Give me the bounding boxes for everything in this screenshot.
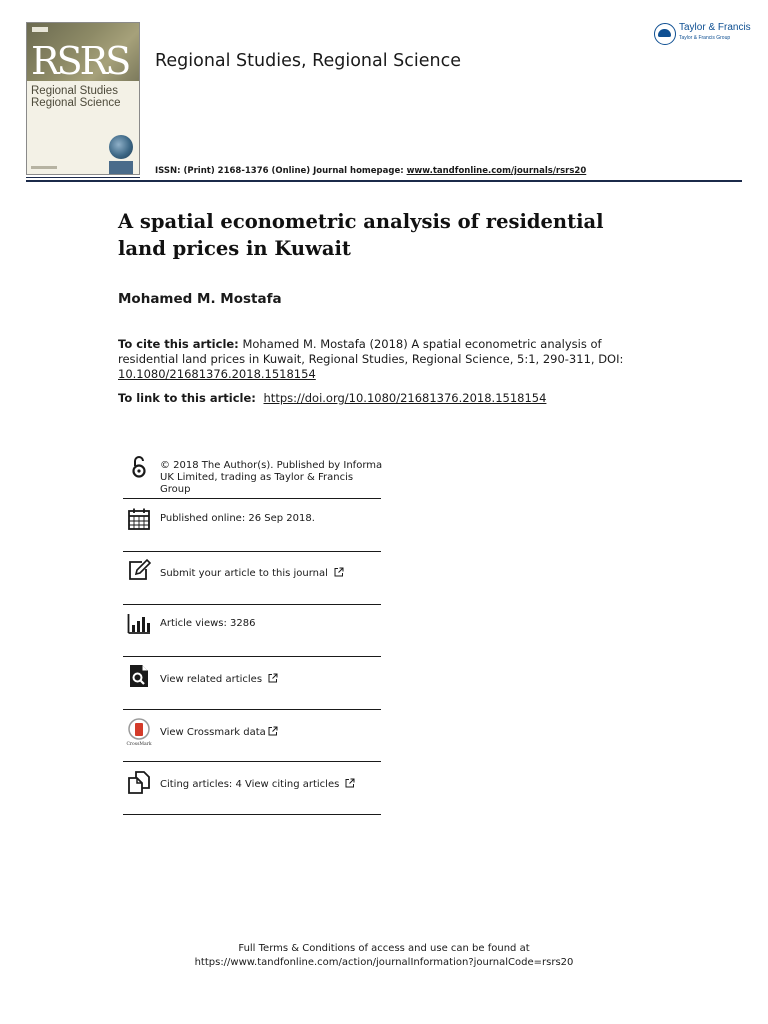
link-label: To link to this article: (118, 391, 260, 405)
publisher-logo-icon (654, 23, 676, 45)
citation-block (118, 337, 628, 382)
copyright-text: © 2018 The Author(s). Published by Informa UK Limited, trading as Taylor & Francis Group (160, 460, 383, 495)
cite-label: To cite this article: (118, 337, 239, 351)
open-access-icon (127, 455, 151, 479)
related-row[interactable] (123, 657, 381, 710)
journal-cover-image (26, 22, 140, 175)
citing-articles-link[interactable]: Citing articles: 4 View citing articles (160, 778, 385, 791)
article-title: A spatial econometric analysis of residential land prices in Kuwait (118, 210, 604, 260)
journal-homepage-link[interactable]: www.tandfonline.com/journals/rsrs20 (406, 166, 587, 176)
publisher-logo[interactable] (654, 22, 751, 48)
submit-link[interactable]: Submit your article to this journal (160, 567, 385, 580)
article-url-link[interactable]: https://doi.org/10.1080/21681376.2018.1518154 (263, 391, 547, 405)
external-link-icon (345, 778, 355, 788)
cover-issn-mark (31, 166, 57, 169)
cover-underline (26, 177, 140, 178)
terms-footer (0, 942, 768, 970)
journal-name: Regional Studies, Regional Science (155, 51, 461, 71)
publisher-name: Taylor & Francis (679, 22, 751, 33)
crossmark-icon (126, 718, 152, 746)
crossmark-row[interactable] (123, 710, 381, 762)
submit-row[interactable] (123, 552, 381, 605)
article-author[interactable]: Mohamed M. Mostafa (118, 291, 282, 307)
bar-chart-icon (127, 612, 151, 636)
search-document-icon (127, 664, 151, 688)
published-row (123, 499, 381, 552)
header-divider (26, 180, 742, 182)
copyright-row (123, 450, 381, 499)
article-link-line (118, 391, 546, 405)
citing-icon (127, 770, 151, 794)
publisher-group: Taylor & Francis Group (679, 35, 731, 41)
issn-text: ISSN: (Print) 2168-1376 (Online) Journal homepage: (155, 166, 407, 176)
cover-publisher-mark (32, 27, 48, 32)
terms-url[interactable]: https://www.tandfonline.com/action/journalInformation?journalCode=rsrs20 (194, 957, 574, 968)
published-text: Published online: 26 Sep 2018. (160, 513, 315, 524)
external-link-icon (268, 726, 278, 736)
terms-line: Full Terms & Conditions of access and use can be found at (238, 943, 530, 954)
external-link-icon (334, 567, 344, 577)
calendar-icon (127, 507, 151, 531)
views-row (123, 605, 381, 657)
edit-icon (127, 558, 151, 582)
cover-globe-icon (109, 135, 133, 159)
external-link-icon (268, 673, 278, 683)
cover-acronym: RSRS (31, 39, 129, 83)
issn-line (155, 166, 586, 176)
citing-row[interactable] (123, 762, 381, 815)
cover-badge (109, 161, 133, 175)
crossmark-badge-label: CrossMark (126, 742, 152, 746)
cover-subtitle: Regional Studies Regional Science (31, 85, 121, 109)
doi-link[interactable]: 10.1080/21681376.2018.1518154 (118, 367, 316, 381)
views-text: Article views: 3286 (160, 618, 256, 629)
crossmark-link[interactable]: View Crossmark data (160, 726, 385, 739)
related-articles-link[interactable]: View related articles (160, 673, 385, 686)
cite-text: Mohamed M. Mostafa (2018) A spatial econometric analysis of residential land prices in Kuwait, Regional Studies, Regional Science, 5:1, 290-311, DOI: (118, 337, 624, 366)
